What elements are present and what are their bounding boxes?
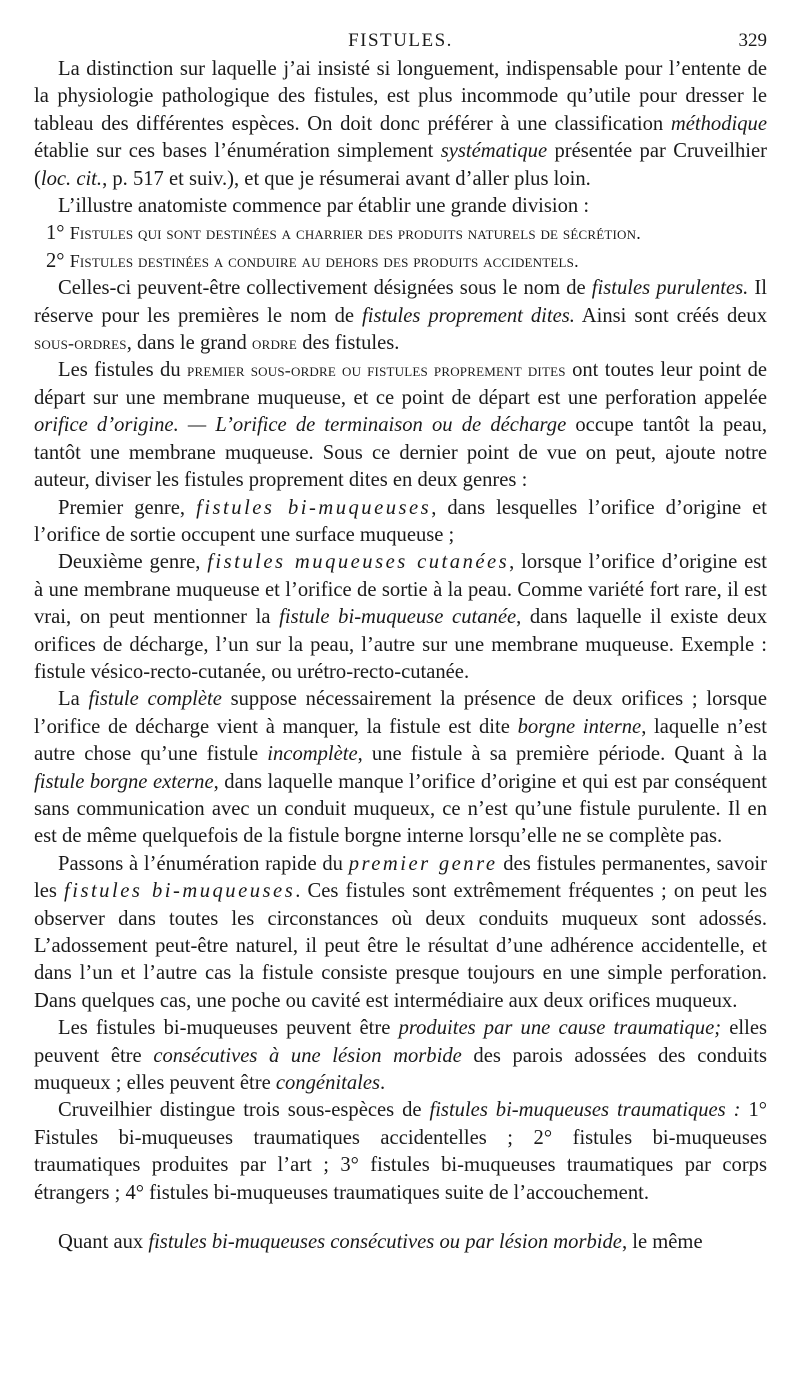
text-run: ont toutes leur point de départ sur une membrane muqueuse, et ce point de départ est une perforation appelée [34,359,768,409]
paragraph-10 [34,851,767,1015]
spaced-italic-run: fistules bi-muqueuses [64,880,296,903]
division-item-2 [34,248,767,275]
text-run: Passons à l’énumération rapide du [58,852,349,875]
spaced-italic-run: fistules bi-muqueuses [196,496,432,519]
italic-run: fistules bi-muqueuses consécutives ou par lésion morbide [148,1231,622,1254]
division-item-1 [34,220,767,247]
italic-run: méthodique [670,112,767,135]
paragraph-13 [34,1229,767,1256]
running-header [34,26,767,56]
enum-number: 1° [46,222,70,245]
italic-run: fistule borgne externe [34,770,214,793]
italic-run: fistules proprement dites. [362,304,575,327]
text-run: , dans laquelle il existe deux orifices de décharge, l’un sur la peau, l’autre sur une membrane muqueuse. Exemple : fistule vésico-recto-cutanée, ou urétro-recto-cutanée. [34,606,767,683]
text-run: Les fistules du [58,359,188,382]
page-body [34,56,767,1256]
text-run: suppose nécessairement la présence de deux orifices ; lorsque l’orifice de décharge vient à manquer, la fistule est dite [34,688,767,738]
smallcaps-run: sous-ordres [34,333,127,354]
enum-text: Fistules destinées a conduire au dehors des produits accidentels. [69,250,579,271]
text-run: des fistules permanentes, savoir les [34,852,767,903]
page-number: 329 [738,30,767,51]
italic-run: systématique [440,140,548,163]
paragraph-12 [34,1097,767,1207]
paragraph-11 [34,1015,767,1097]
italic-run: loc. cit. [40,167,103,190]
text-run: Celles-ci peuvent-être collectivement désignées sous le nom de [58,277,592,300]
text-run: des fistules. [297,332,400,355]
text-run: 1° Fistules bi-muqueuses traumatiques accidentelles ; 2° fistules bi-muqueuses traumatiques produites par l’art ; 3° fistules bi-muqueuses traumatiques par corps étrangers ; 4° fistules bi-muqueuses traumatiques suite de l’accouchement. [34,1099,767,1204]
paragraph-gap [34,1207,767,1229]
enum-number: 2° [46,249,70,272]
paragraph-7 [34,495,767,550]
italic-run: incomplète [267,743,358,766]
text-run: Premier genre, [58,496,197,519]
paragraph-1 [34,56,767,193]
text-run: , dans le grand [126,332,252,355]
text-run: présentée par Cruveilhier ( [34,140,767,190]
paragraph-5 [34,275,767,357]
italic-run: fistule complète [88,688,222,711]
text-run: Il réserve pour les premières le nom de [34,277,767,327]
text-run: , une fistule à sa première période. Quant à la [357,743,767,766]
italic-run: consécutives à une lésion morbide [153,1044,462,1067]
text-run: Les fistules bi-muqueuses peuvent être [58,1017,399,1040]
italic-run: orifice d’origine. — L’orifice de terminaison ou de décharge [34,414,567,437]
paragraph-9 [34,686,767,850]
smallcaps-run: premier sous-ordre ou fistules proprement dites [187,360,566,381]
italic-run: congénitales [275,1072,380,1095]
paragraph-6 [34,357,767,494]
text-run: , lorsque l’orifice d’origine est à une membrane muqueuse et l’orifice de sortie à la peau. Comme variété fort rare, il est vrai, on peut mentionner la [34,551,767,629]
text-run: des parois adossées des conduits muqueux ; elles peuvent être [34,1044,767,1095]
text-run: . Ces fistules sont extrêmement fréquentes ; on peut les observer dans toutes les circonstances où deux conduits muqueux sont adossés. L’adossement peut-être naturel, il peut être le résultat d’une adhérence accidentelle, et dans l’un et l’autre cas la fistule consiste presque toujours en une simple perforation. Dans quelques cas, une poche ou cavité est intermédiaire aux deux orifices muqueux. [34,880,767,1012]
text-run: Quant aux [58,1231,149,1254]
italic-run: fistules bi-muqueuses traumatiques : [429,1099,741,1122]
text-run: Ainsi sont créés deux [574,304,767,327]
text-run: , dans lesquelles l’orifice d’origine et l’orifice de sortie occupent une surface muqueuse ; [34,496,768,546]
text-run: , dans laquelle manque l’orifice d’origine et qui est par conséquent sans communication avec un conduit muqueux, ce n’est qu’une fistule purulente. Il en est de même quelquefois de la fistule borgne interne lorsqu’elle ne se complète pas. [34,770,768,848]
text-run: , p. 517 et suiv.), et que je résumerai avant d’aller plus loin. [102,167,591,190]
text-run: établie sur ces bases l’énumération simplement [34,140,441,163]
spaced-italic-run: fistules muqueuses cutanées [207,551,510,574]
text-run: . [380,1072,386,1095]
text-run: , laquelle n’est autre chose qu’une fistule [34,715,767,766]
italic-run: fistule bi-muqueuse cutanée [279,606,517,629]
text-run: La distinction sur laquelle j’ai insisté si longuement, indispensable pour l’entente de la physiologie pathologique des fistules, est plus incommode qu’utile pour dresser le tableau des différentes espèces. On doit donc préférer à une classification [34,58,767,135]
text-run: Deuxième genre, [58,551,208,574]
text-run: , le même [621,1231,703,1254]
text-run: occupe tantôt la peau, tantôt une membrane muqueuse. Sous ce dernier point de vue on peut, ajoute notre auteur, diviser les fistules proprement dites en deux genres : [34,414,767,492]
spaced-italic-run: premier genre [348,852,498,875]
smallcaps-run: ordre [251,333,298,354]
running-title: FISTULES. [348,30,453,51]
text-run: elles peuvent être [34,1017,767,1067]
italic-run: produites par une cause traumatique; [398,1017,722,1040]
italic-run: borgne interne [517,715,642,738]
italic-run: fistules purulentes. [591,277,749,300]
enum-text: Fistules qui sont destinées a charrier des produits naturels de sécrétion. [69,223,641,244]
paragraph-8 [34,549,767,686]
text-run: La [58,688,89,711]
text-run: Cruveilhier distingue trois sous-espèces de [58,1099,430,1122]
paragraph-2: L’illustre anatomiste commence par établir une grande division : [58,195,590,218]
